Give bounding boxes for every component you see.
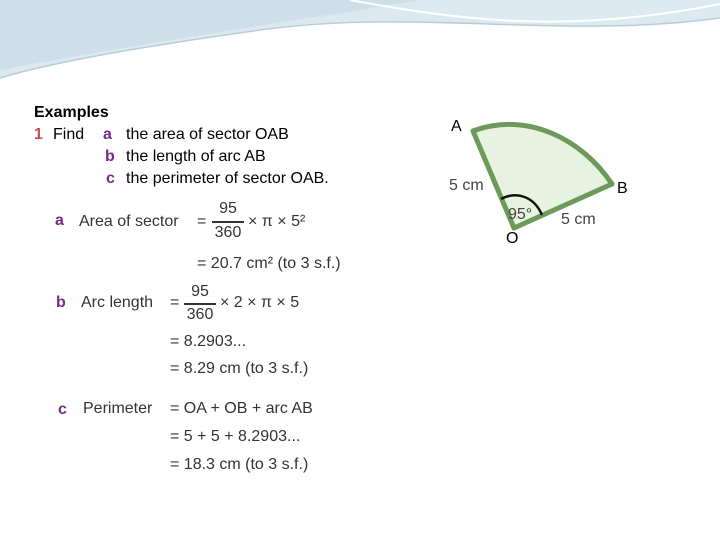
question-number: 1 (34, 126, 43, 143)
solution-a-equals: = (197, 213, 207, 230)
solution-b-tail: × 2 × π × 5 (220, 294, 300, 311)
part-a-text: the area of sector OAB (126, 126, 289, 143)
solution-c-step1: = OA + OB + arc AB (170, 400, 313, 417)
solution-a-label: Area of sector (79, 213, 179, 230)
part-a-letter: a (103, 126, 112, 143)
solution-a-numerator: 95 (219, 200, 237, 217)
point-a-label: A (451, 118, 462, 135)
find-label: Find (53, 126, 85, 143)
radius-left-label: 5 cm (449, 177, 484, 194)
part-c-text: the perimeter of sector OAB. (126, 170, 329, 187)
solution-a-result: = 20.7 cm² (to 3 s.f.) (197, 255, 341, 272)
point-b-label: B (617, 180, 628, 197)
solution-b-step: = 8.2903... (170, 333, 247, 350)
solution-c-letter: c (58, 401, 67, 418)
part-b-text: the length of arc AB (126, 148, 266, 165)
solution-b-letter: b (56, 294, 66, 311)
solution-a-denominator: 360 (214, 224, 242, 241)
solution-b-numerator: 95 (191, 283, 209, 300)
solution-a-letter: a (55, 212, 64, 229)
solution-b-denominator: 360 (186, 306, 214, 323)
radius-right-label: 5 cm (561, 211, 596, 228)
angle-label: 95° (508, 206, 533, 223)
part-b-letter: b (105, 148, 115, 165)
point-o-label: O (506, 230, 519, 247)
solution-b-equals: = (170, 294, 180, 311)
solution-b-label: Arc length (81, 294, 154, 311)
heading: Examples (34, 104, 109, 121)
part-c-letter: c (106, 170, 115, 187)
solution-c-result: = 18.3 cm (to 3 s.f.) (170, 456, 309, 473)
solution-c-step2: = 5 + 5 + 8.2903... (170, 428, 301, 445)
solution-b-result: = 8.29 cm (to 3 s.f.) (170, 360, 309, 377)
solution-a-tail: × π × 5² (248, 213, 306, 230)
solution-c-label: Perimeter (83, 400, 153, 417)
